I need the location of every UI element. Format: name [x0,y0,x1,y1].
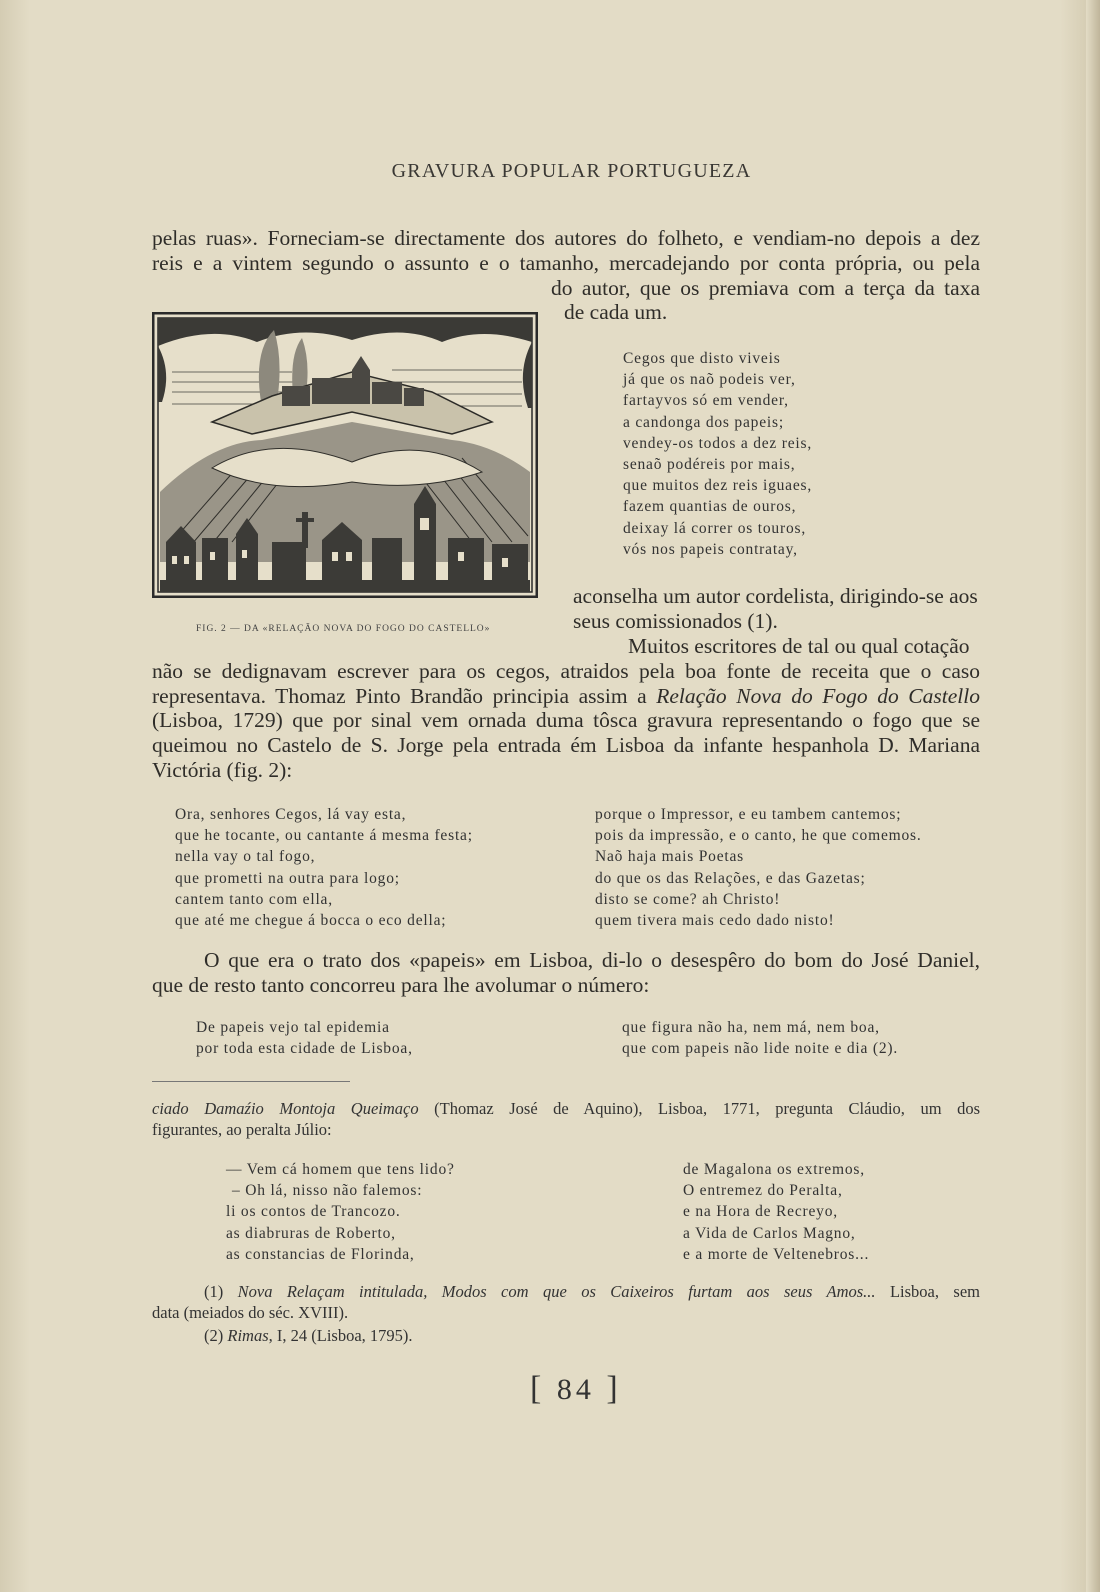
verse-line: cantem tanto com ella, [175,890,333,908]
verse-line: fartayvos só em vender, [623,392,789,410]
verse-line: já que os naõ podeis ver, [623,371,796,389]
verse-line: Naõ haja mais Poetas [595,848,745,866]
text-line [152,1281,980,1302]
verse-line: Cegos que disto viveis [623,350,781,367]
text-line: aconselha um autor cordelista, dirigindo-se aos [573,584,978,608]
intro-paragraph [152,226,980,325]
footnote-number: (2) [204,1326,228,1345]
poem-relacao-left [175,804,473,931]
book-title: Nova Relaçam intitulada, Modos com que os Caixeiros furtam aos seus Amos... [237,1282,876,1301]
verse-line: e na Hora de Recreyo, [683,1203,838,1221]
page-number: [ 84 ] [530,1370,622,1407]
text-line: do autor, que os premiava com a terça da taxa [551,275,980,300]
verse-line: as constancias de Florinda, [226,1245,415,1263]
verse-line: O entremez do Peralta, [683,1182,843,1200]
verse-line: que muitos dez reis iguaes, [623,477,813,495]
woodcut-figure [152,312,538,598]
verse-line: pois da impressão, e o canto, he que comemos. [595,827,922,845]
text-line: reis e a vintem segundo o assunto e o tamanho, mercadejando por conta própria, ou pela [152,250,980,275]
text-line: queimou no Castelo de S. Jorge pela entrada ém Lisboa da infante hespanhola D. Mariana [152,733,980,758]
verse-line: fazem quantias de ouros, [623,498,797,516]
verse-line: de Magalona os extremos, [683,1161,865,1178]
verse-line: por toda esta cidade de Lisboa, [196,1040,413,1058]
text-line: não se dedignavam escrever para os cegos, atraidos pela boa fonte de receita que o caso [152,658,980,683]
text-line [152,684,980,709]
text-line: seus comissionados (1). [573,608,778,633]
text-line: que de resto tanto concorreu para lhe avolumar o número: [152,972,650,997]
text-segment: , I, 24 (Lisboa, 1795). [268,1326,413,1345]
verse-line: que figura não ha, nem má, nem boa, [622,1019,880,1036]
book-title: Rimas [227,1326,269,1345]
verse-line: a Vida de Carlos Magno, [683,1224,856,1242]
verse-line: Ora, senhores Cegos, lá vay esta, [175,806,407,823]
paragraph-3 [152,948,980,998]
footnote-number: (1) [204,1282,238,1301]
text-line: Muitos escritores de tal ou qual cotação [628,634,970,658]
poem-relacao-right [595,804,922,931]
verse-line: vós nos papeis contratay, [623,540,798,558]
verse-line: — Vem cá homem que tens lido? [226,1161,455,1178]
verse-line: porque o Impressor, e eu tambem cantemos; [595,806,902,823]
text-segment: (Thomaz José de Aquino), Lisboa, 1771, pregunta Cláudio, um dos [418,1099,980,1118]
verse-line: do que os das Relações, e das Gazetas; [595,869,866,887]
verse-line: vendey-os todos a dez reis, [623,434,813,452]
book-title: ciado Damaźio Montoja Queimaço [152,1099,419,1118]
page-number-value: 84 [556,1373,595,1406]
poem-jose-daniel-right [622,1017,898,1059]
verse-line: senaõ podéreis por mais, [623,456,796,474]
text-segment: Lisboa, sem [875,1282,980,1301]
text-line: figurantes, ao peralta Júlio: [152,1120,332,1139]
verse-line: quem tivera mais cedo dado nisto! [595,912,835,930]
verse-line: que prometti na outra para logo; [175,869,400,887]
text-line [204,1325,413,1346]
text-line: data (meiados do séc. XVIII). [152,1303,349,1322]
text-line [152,1098,980,1119]
footnote-1 [152,1281,980,1323]
verse-line: deixay lá correr os touros, [623,519,807,537]
running-head: GRAVURA POPULAR PORTUGUEZA [391,160,752,182]
page-edge [1086,0,1100,1592]
after-poem-text [573,584,978,634]
verse-line: que he tocante, ou cantante á mesma festa; [175,827,473,845]
text-line: (Lisboa, 1729) que por sinal vem ornada duma tôsca gravura representando o fogo que se [152,708,980,733]
text-line: O que era o trato dos «papeis» em Lisboa, di-lo o desespêro do bom do José Daniel, [204,948,980,972]
verse-line: que até me chegue á bocca o eco della; [175,912,447,930]
verse-line: e a morte de Veltenebros... [683,1245,870,1263]
poem-cegos [623,348,812,560]
verse-line: li os contos de Trancozo. [226,1203,401,1221]
verse-line: De papeis vejo tal epidemia [196,1019,390,1036]
poem-peralta-right [683,1159,869,1265]
poem-jose-daniel-left [196,1017,413,1059]
text-line: Victória (fig. 2): [152,757,293,782]
figure-caption: FIG. 2 — DA «RELAÇÃO NOVA DO FOGO DO CASTELLO» [196,624,491,634]
verse-line: – Oh lá, nisso não falemos: [232,1182,423,1200]
verse-line: a candonga dos papeis; [623,413,784,431]
verse-line: nella vay o tal fogo, [175,848,316,866]
footnote-rule [152,1081,350,1082]
paragraph-2 [152,634,980,783]
verse-line: que com papeis não lide noite e dia (2). [622,1040,899,1058]
text-line: de cada um. [564,300,668,325]
verse-line: disto se come? ah Christo! [595,890,781,908]
text-line: pelas ruas». Forneciam-se directamente dos autores do folheto, e vendiam-no depois a dez [152,226,980,250]
footnote-continuation [152,1098,980,1140]
footnote-2 [204,1325,413,1346]
verse-line: as diabruras de Roberto, [226,1224,396,1242]
poem-peralta-left [226,1159,455,1265]
book-title: Relação Nova do Fogo do Castello [656,683,980,708]
text-segment: representava. Thomaz Pinto Brandão principia assim a [152,683,657,708]
